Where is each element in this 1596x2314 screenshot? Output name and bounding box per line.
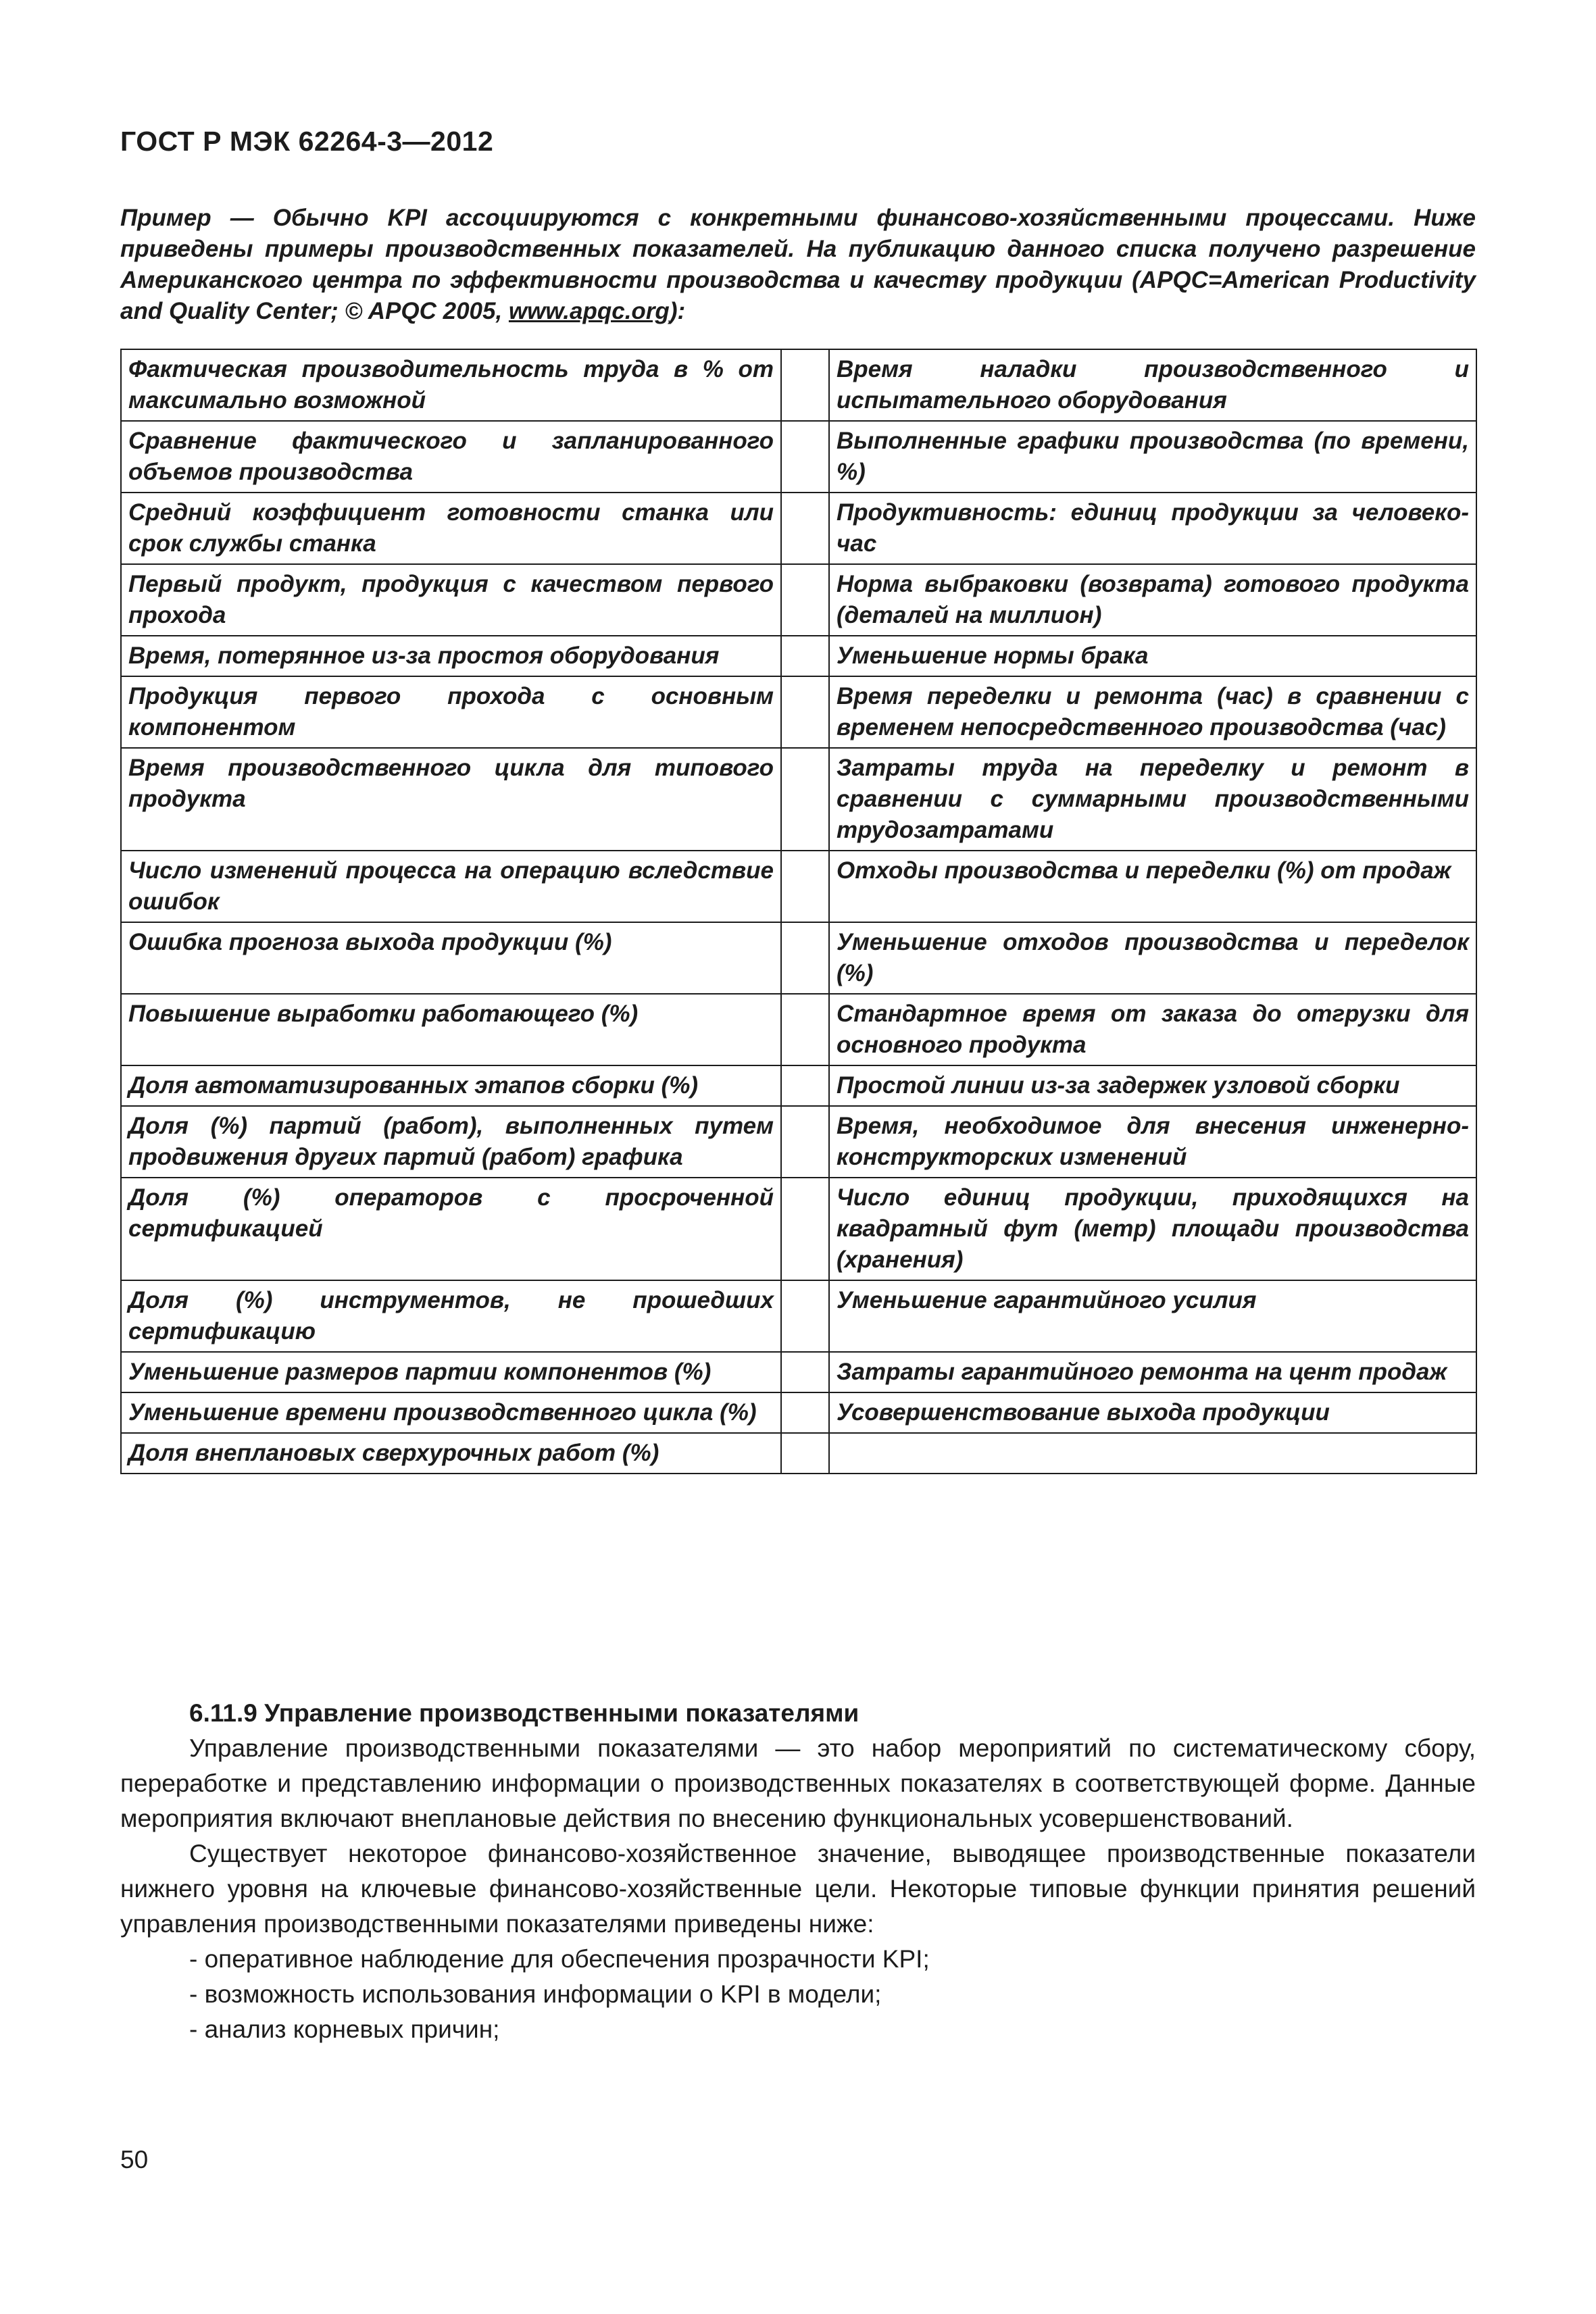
- kpi-spacer-cell: [781, 748, 829, 851]
- table-row: [121, 636, 1476, 676]
- kpi-left-cell: Первый продукт, продукция с качеством первого прохода: [121, 564, 781, 636]
- kpi-left-cell: Повышение выработки работающего (%): [121, 994, 781, 1065]
- bullet-item: - возможность использования информации о KPI в модели;: [189, 1980, 882, 2008]
- kpi-left-cell: Средний коэффициент готовности станка или срок службы станка: [121, 493, 781, 564]
- table-row: [121, 349, 1476, 421]
- table-row: [121, 1065, 1476, 1106]
- kpi-table: [120, 349, 1477, 1474]
- kpi-left-cell: Уменьшение времени производственного цикла (%): [121, 1392, 781, 1433]
- kpi-left-cell: Доля автоматизированных этапов сборки (%): [121, 1065, 781, 1106]
- section-6-11-9: [120, 1696, 1476, 2047]
- bullet-item: - анализ корневых причин;: [189, 2015, 500, 2043]
- table-row: [121, 493, 1476, 564]
- kpi-left-cell: Продукция первого прохода с основным компонентом: [121, 676, 781, 748]
- example-link[interactable]: www.apqc.org: [508, 298, 670, 324]
- kpi-right-cell: [829, 1433, 1476, 1474]
- kpi-spacer-cell: [781, 564, 829, 636]
- table-row: [121, 1352, 1476, 1392]
- kpi-right-cell: Затраты гарантийного ремонта на цент продаж: [829, 1352, 1476, 1392]
- kpi-right-cell: Усовершенствование выхода продукции: [829, 1392, 1476, 1433]
- kpi-spacer-cell: [781, 636, 829, 676]
- kpi-right-cell: Выполненные графики производства (по времени, %): [829, 421, 1476, 493]
- kpi-left-cell: Уменьшение размеров партии компонентов (%): [121, 1352, 781, 1392]
- kpi-spacer-cell: [781, 1178, 829, 1280]
- kpi-right-cell: Время переделки и ремонта (час) в сравнении с временем непосредственного производства (час): [829, 676, 1476, 748]
- section-heading: 6.11.9 Управление производственными показателями: [189, 1699, 859, 1727]
- section-paragraph-2: Существует некоторое финансово-хозяйственное значение, выводящее производственные показатели нижнего уровня на ключевые финансово-хозяйственные цели. Некоторые типовые функции принятия решений управления производственными показателями приведены ниже:: [120, 1840, 1476, 1938]
- kpi-right-cell: Отходы производства и переделки (%) от продаж: [829, 851, 1476, 922]
- bullet-item: - оперативное наблюдение для обеспечения прозрачности KPI;: [189, 1945, 930, 1973]
- kpi-left-cell: Сравнение фактического и запланированного объемов производства: [121, 421, 781, 493]
- table-row: [121, 1392, 1476, 1433]
- kpi-left-cell: Доля (%) инструментов, не прошедших сертификацию: [121, 1280, 781, 1352]
- table-row: [121, 421, 1476, 493]
- kpi-left-cell: Доля (%) операторов с просроченной сертификацией: [121, 1178, 781, 1280]
- example-text: Пример — Обычно KPI ассоциируются с конкретными финансово-хозяйственными процессами. Ниже приведены примеры производственных показателей. На публикацию данного списка получено разрешение Американского центра по эффективности производства и качеству продукции (APQC=American Productivity and Quality Center; © APQC 2005,: [120, 205, 1476, 324]
- table-row: [121, 676, 1476, 748]
- section-bullet-list: [120, 1942, 1476, 2047]
- table-row: [121, 748, 1476, 851]
- kpi-right-cell: Норма выбраковки (возврата) готового продукта (деталей на миллион): [829, 564, 1476, 636]
- kpi-right-cell: Уменьшение отходов производства и переделок (%): [829, 922, 1476, 994]
- kpi-spacer-cell: [781, 1392, 829, 1433]
- kpi-right-cell: Уменьшение гарантийного усилия: [829, 1280, 1476, 1352]
- table-row: [121, 564, 1476, 636]
- kpi-spacer-cell: [781, 994, 829, 1065]
- table-row: [121, 1106, 1476, 1178]
- kpi-left-cell: Доля (%) партий (работ), выполненных путем продвижения других партий (работ) графика: [121, 1106, 781, 1178]
- table-row: [121, 851, 1476, 922]
- kpi-left-cell: Ошибка прогноза выхода продукции (%): [121, 922, 781, 994]
- kpi-table-body: [121, 349, 1476, 1474]
- kpi-right-cell: Уменьшение нормы брака: [829, 636, 1476, 676]
- kpi-spacer-cell: [781, 1106, 829, 1178]
- kpi-left-cell: Фактическая производительность труда в % от максимально возможной: [121, 349, 781, 421]
- kpi-right-cell: Продуктивность: единиц продукции за человеко-час: [829, 493, 1476, 564]
- kpi-spacer-cell: [781, 493, 829, 564]
- kpi-right-cell: Простой линии из-за задержек узловой сборки: [829, 1065, 1476, 1106]
- table-row: [121, 1280, 1476, 1352]
- kpi-right-cell: Число единиц продукции, приходящихся на квадратный фут (метр) площади производства (хранения): [829, 1178, 1476, 1280]
- example-paragraph: [120, 203, 1476, 327]
- kpi-left-cell: Время производственного цикла для типового продукта: [121, 748, 781, 851]
- page-number: 50: [120, 2146, 149, 2173]
- kpi-left-cell: Время, потерянное из-за простоя оборудования: [121, 636, 781, 676]
- kpi-right-cell: Время наладки производственного и испытательного оборудования: [829, 349, 1476, 421]
- kpi-spacer-cell: [781, 851, 829, 922]
- kpi-spacer-cell: [781, 1433, 829, 1474]
- table-row: [121, 922, 1476, 994]
- table-row: [121, 994, 1476, 1065]
- kpi-left-cell: Число изменений процесса на операцию вследствие ошибок: [121, 851, 781, 922]
- kpi-spacer-cell: [781, 1352, 829, 1392]
- kpi-right-cell: Стандартное время от заказа до отгрузки для основного продукта: [829, 994, 1476, 1065]
- kpi-right-cell: Время, необходимое для внесения инженерно-конструкторских изменений: [829, 1106, 1476, 1178]
- kpi-spacer-cell: [781, 676, 829, 748]
- kpi-right-cell: Затраты труда на переделку и ремонт в сравнении с суммарными производственными трудозатратами: [829, 748, 1476, 851]
- section-paragraph-1: Управление производственными показателями — это набор мероприятий по систематическому сбору, переработке и представлению информации о производственных показателях в соответствующей форме. Данные мероприятия включают внеплановые действия по внесению функциональных усовершенствований.: [120, 1734, 1476, 1832]
- kpi-spacer-cell: [781, 1065, 829, 1106]
- kpi-spacer-cell: [781, 922, 829, 994]
- document-header: ГОСТ Р МЭК 62264-3—2012: [120, 126, 494, 157]
- kpi-spacer-cell: [781, 421, 829, 493]
- table-row: [121, 1433, 1476, 1474]
- example-tail: ):: [669, 298, 686, 324]
- kpi-spacer-cell: [781, 349, 829, 421]
- kpi-left-cell: Доля внеплановых сверхурочных работ (%): [121, 1433, 781, 1474]
- table-row: [121, 1178, 1476, 1280]
- kpi-spacer-cell: [781, 1280, 829, 1352]
